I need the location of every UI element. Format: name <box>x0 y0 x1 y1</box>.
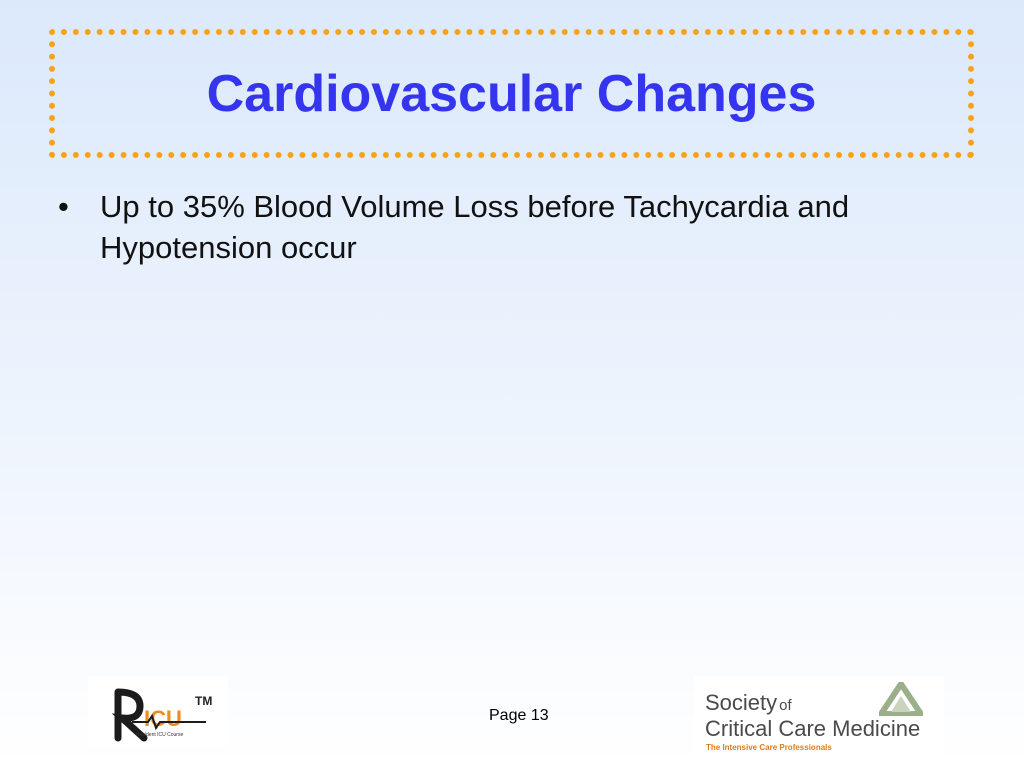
bullet-dot: • <box>58 189 69 224</box>
svg-text:ICU: ICU <box>144 706 182 731</box>
ricu-trademark: TM <box>195 694 213 708</box>
page-number: Page 13 <box>489 707 549 724</box>
sccm-triangle-icon <box>879 682 923 716</box>
ricu-subtitle: Resident ICU Course <box>136 732 184 738</box>
bullet-item <box>58 186 958 268</box>
sccm-line1: Society <box>705 690 778 715</box>
sccm-line2: Critical Care Medicine <box>705 716 921 741</box>
ricu-logo <box>88 676 228 746</box>
slide-title: Cardiovascular Changes <box>206 64 817 123</box>
title-frame <box>49 29 974 158</box>
sccm-society-text <box>705 690 792 716</box>
sccm-line1-small: of <box>779 697 792 714</box>
sccm-tagline: The Intensive Care Professionals <box>706 743 832 752</box>
bullet-text: Up to 35% Blood Volume Loss before Tachycardia and Hypotension occur <box>100 189 850 265</box>
bullet-list <box>58 186 958 268</box>
sccm-logo <box>694 676 944 756</box>
